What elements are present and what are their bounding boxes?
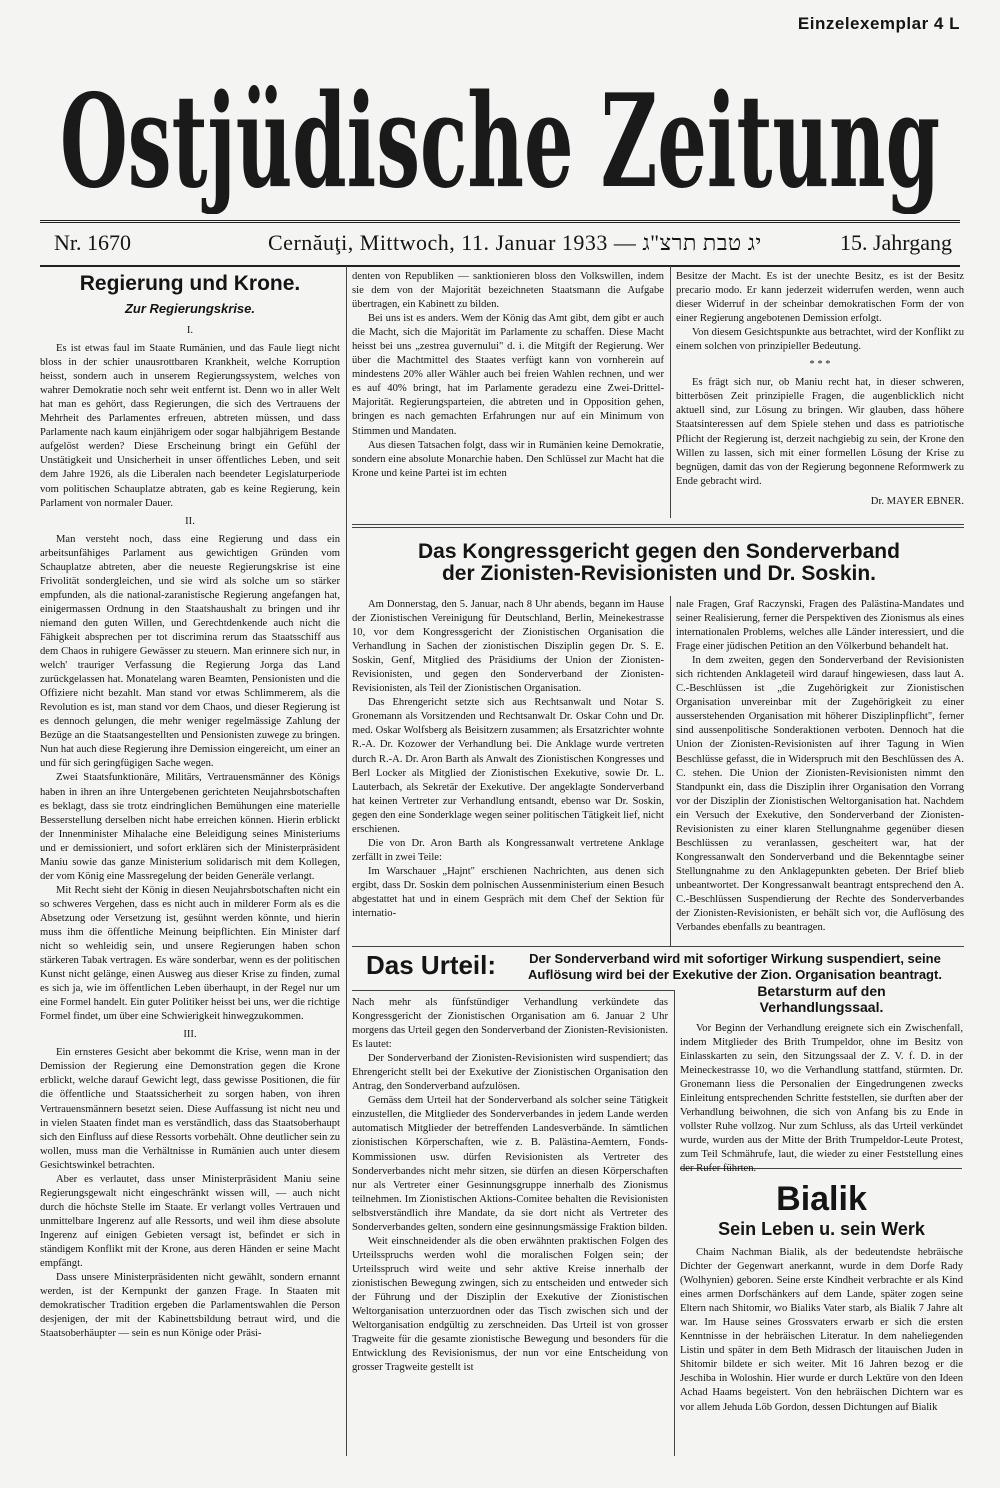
verdict-heading — [352, 948, 966, 988]
paragraph: Mit Recht sieht der König in diesen Neujahrsbotschaften nicht ein so schweres Vergehen, dass es nicht auch in milderer Form als es die Absetzung oder Versetzung ist, gesühnt werden könnte, und hierin muss ihm die öffentliche Meinung beipflichten. Ein Minister darf nicht so wehleidig sein, und unsere Regierungen haben schon stärkeren Tabak vertragen. Es wäre sonderbar, wenn es der politischen Kunst nicht gelänge, einen Ausweg aus dieser Krise zu finden, zumal es sich ja, wie im öffentlichen Leben überhaupt, in der Regel nur um eine Formel handelt. Ein guter Politiker heisst bei uns, wer die richtige Formel findet, um über eine Schwierigkeit hinwegzukommen. — [40, 884, 340, 1023]
paragraph: Dass unsere Ministerpräsidenten nicht gewählt, sondern ernannt werden, ist der Kernpunkt der ganzen Frage. In Staaten mit demokratischer Tradition ergeben die Parlamentswahlen die Person desjenigen, der mit der Kabinettsbildung betraut wird, und die Staatsoberhäupter — sein es nun Könige oder Präsi- — [40, 1272, 340, 1340]
paragraph: nale Fragen, Graf Raczynski, Fragen des Palästina-Mandates und seiner Realisierung, ferner die Perspektiven des Zionismus als eines internationalen Problems, welches alle Länder interessiert, und die Frage einer jüdischen Petition an den Völkerbund behandelt hat. — [676, 599, 965, 653]
headline-line: Das Kongressgericht gegen den Sonderverband — [418, 540, 900, 563]
paragraph: denten von Republiken — sanktionieren bloss den Volkswillen, indem sie dem von der Majorität bezeichneten Staatsmann die Aufgabe übertragen, ein Kabinett zu bilden. — [352, 271, 664, 311]
paragraph: Die von Dr. Aron Barth als Kongressanwalt vertretene Anklage zerfällt in zwei Teile: — [352, 837, 664, 863]
section-marker: I. — [186, 325, 194, 336]
bialik-title: Bialik — [776, 1180, 867, 1218]
headline-line: der Zionisten-Revisionisten und Dr. Soskin. — [441, 562, 877, 585]
subheading — [680, 983, 963, 1015]
paragraph: Der Sonderverband der Zionisten-Revisionisten wird suspendiert; das Ehrengericht stellt bei der Exekutive der Zionistischen Organisation den Antrag, den Sonderverband aufzulösen. — [352, 1053, 668, 1093]
paragraph: Zwei Staatsfunktionäre, Militärs, Vertrauensmänner des Königs haben in ihren an ihre Untergebenen gerichteten Neujahrsbotschaften es beklagt, dass sie trotz eindringlichen Bemühungen eine materielle Besserstellung derselben nicht habe erreichen können. Hierin erblickt der Innenminister Mihalache eine Beleidigung seines Ministeriums und er demissioniert, und sofort erklären sich der Ministerpräsident Maniu sowie das ganze Ministerium solidarisch mit dem Kollegen, der vom König eine Massregelung der beiden Generäle verlangt. — [40, 772, 340, 882]
issue-number: Nr. 1670 — [54, 230, 131, 255]
paragraph: Ein ernsteres Gesicht aber bekommt die Krise, wenn man in der Demission der Regierung eine Demonstration gegen die Krone erblickt, welche darauf Gewicht legt, dass gewisse Positionen, die für die öffentliche und Staatssicherheit zu sorgen haben, von ihren Vertrauensmännern besetzt seien. Diese Auffassung ist nicht neu und in vielen Staaten findet man es verständlich, dass das Staatsoberhaupt sich den Einfluss auf diese Ressorts vorbehält. Ohne deutlicher sein zu wollen, muss man die Verhältnisse in Rumänien auch unter diesem Gesichtswinkel betrachten. — [40, 1047, 340, 1171]
column-rule — [670, 596, 671, 946]
article-column — [676, 598, 964, 935]
article-column — [40, 320, 340, 1341]
paragraph: Man versteht noch, dass eine Regierung und dass ein arbeitsunfähiges Parlament aus gewichtigen Gründen vom Schauplatze abtreten, aber die neueste Regierungskrise ist eine Frivolität sondergleichen, und sie wird als solche um so stärker empfunden, als die national-zaranistische Regierung angefangen hat, einigermassen Ordnung in den Staatshaushalt zu bringen und ihr niemand den guten Willen, und Gerechtdenkende auch nicht die Fähigkeit absprechen per tot discrimina rerum das Staatsschiff aus dem Chaos in ruhigere Gewässer zu steuern. Man erinnere sich nur, in welch' trauriger Verfassung die Regierung Jorga das Land zurückgelassen hat. Monatelang waren Beamten, Pensionisten und die Offiziere nicht bezahlt. Man stand vor etwas Schlimmerem, als die Revolution es ist, man stand vor dem Chaos, und dieser Regierung ist es dennoch gelungen, die mehr weniger regelmässige Zahlung der Bezüge an die Staatsangestellten und Pensionisten zuwege zu bringen. Nun hat auch diese Regierung ihre Demission eingereicht, um einer an und für sich geringfügigen Sache wegen. — [40, 533, 340, 770]
bialik-subtitle: Sein Leben u. sein Werk — [718, 1219, 925, 1239]
article-column — [680, 1246, 963, 1415]
article-column — [352, 270, 664, 481]
section-rule — [352, 524, 964, 525]
verdict-subtitle-line: Auflösung wird bei der Exekutive der Zion. Organisation beantragt. — [528, 967, 942, 982]
issue-date: Cernăuţi, Mittwoch, 11. Januar 1933 — יג טבת תרצ"ג — [268, 230, 762, 255]
section-rule — [352, 990, 674, 991]
section-marker: * * * — [809, 359, 831, 371]
column-rule — [674, 990, 675, 1456]
paragraph: Chaim Nachman Bialik, als der bedeutendste hebräische Dichter der Gegenwart anerkannt, wurde in dem Dorfe Rady (Wolhynien) geboren. Seine erste Kindheit verbrachte er als Kind eines armen Dorfschänkers auf dem Lande, später zogen seine Eltern nach Shitomir, wo Bialiks Vater starb, als Bialik 7 Jahre alt war. Im Hause seines Grossvaters erwarb er sich die ersten Kenntnisse in der hebräischen Literatur. In dem naheliegenden Listin und später in dem Beth Midrasch der litauischen Juden in Shitomir bildete er sich weiter. Mit 16 Jahren bezog er die Jeschiba in Woloshin. Hier wurde er durch Lektüre von den Ideen Achad Haams begeistert. Von den hebräischen Dichtern war es vor allem Jehuda Löb Gordon, dessen Dichtungen auf Bialik — [680, 1247, 963, 1413]
dateline-bar — [40, 220, 960, 267]
article-column — [352, 996, 668, 1375]
paragraph: Aus diesen Tatsachen folgt, dass wir in Rumänien keine Demokratie, sondern eine absolute Monarchie haben. Den Schlüssel zur Macht hat die Krone und keine Partei ist im echten — [352, 439, 664, 479]
paragraph: Das Ehrengericht setzte sich aus Rechtsanwalt und Notar S. Gronemann als Vorsitzenden und Rechtsanwalt Dr. Oskar Cohn und Dr. med. Oskar Wolfsberg als Beisitzern zusammen; als Ersatzrichter wohnte R.-A. Dr. Kozower der Verhandlung bei. Die Anklage wurde vertreten durch R.-A. Dr. Aron Barth als Anwalt des Zionistischen Kongresses und Berl Locker als Mitglied der Zionistischen Exekutive, sowie Dr. L. Lauterbach, als Sekretär der Exekutive. Der angeklagte Sonderverband hat keinen Vertreter zur Verhandlung entsandt, ebenso war Dr. Soskin, gegen den eine Sonderklage wegen seiner politischen Tätigkeit lief, nicht erschienen. — [352, 697, 664, 835]
subheading-line: Verhandlungssaal. — [759, 999, 884, 1015]
subheading-line: Betarsturm auf den — [757, 983, 886, 999]
verdict-subtitle — [508, 951, 962, 983]
paragraph: Im Warschauer „Hajnt" erschienen Nachrichten, aus denen sich ergibt, dass Dr. Soskin dem polnischen Aussenministerium einen Besuch abgestattet hat und in einem Gespräch mit dem Chef der Sektion für internatio- — [352, 865, 664, 920]
masthead-title — [40, 36, 960, 214]
issue-volume: 15. Jahrgang — [839, 230, 952, 255]
paragraph: Am Donnerstag, den 5. Januar, nach 8 Uhr abends, begann im Hause der Zionistischen Vereinigung für Deutschland, Berlin, Meinekestrasse 10, vor dem Kongressgericht der Zionistischen Organisation die Verhandlung in Sachen der zionistischen Disziplin gegen Dr. S. E. Soskin, Genf, Mitglied des Präsidiums der Union der Zionisten-Revisionisten, und gegen den Sonderverband der Zionisten-Revisionisten, als Teil der Zionistischen Organisation. — [352, 599, 664, 695]
paragraph: In dem zweiten, gegen den Sonderverband der Revisionisten sich richtenden Anklageteil wird darauf hingewiesen, dass laut A. C.-Beschlüssen ist „die Zugehörigkeit zur Zionistischen Organisation unvereinbar mit der Zugehörigkeit zu einer ausserstehenden Organisation mit höherer Disziplinpflicht", ferner sind aussenpolitische Sonderaktionen verboten. Dennoch hat die Union der Zionisten-Revisionisten auf ihrer Tagung in Wien Beschlüsse gefasst, die in Widerspruch mit den Beschlüssen des A. C. stehen. Die Union der Zionisten-Revisionisten nimmt den Standpunkt ein, dass die Disziplin ihrer Organisation den Vorrang vor der Disziplin der Zionistischen Weltorganisation hat. Nachdem ein Versuch der Exekutive, den Sonderverband der Zionisten-Revisionisten zu einer klaren Stellungnahme gegenüber diesen Beschlüssen zu veranlassen, gescheitert war, hat der Kongressanwalt den Sonderverband und die Bekenntagbe seiner Stellungnahme zu den Anklagepunkten gebeten. Der Brief blieb unbeantwortet. Der Kongressanwalt beantragt entsprechend den A. C.-Beschlüssen Suspendierung der Rechte des Sonderverbandes der Zionisten-Revisionisten, er behält sich vor, die Auflösung des Verbandes ebenfalls zu beantragen. — [676, 655, 964, 934]
article-subtitle: Zur Regierungskrise. — [124, 301, 256, 316]
article-column — [352, 598, 664, 921]
paragraph: Von diesem Gesichtspunkte aus betrachtet, wird der Konflikt zu einem solchen von prinzipieller Bedeutung. — [676, 327, 964, 353]
article-signature: Dr. MAYER EBNER. — [870, 495, 964, 507]
paragraph: Besitze der Macht. Es ist der unechte Besitz, es ist der Besitz precario modo. Er kann jederzeit widerrufen werden, wenn auch dieser Widerruf in der scheinbar demokratischen Form der von einer Regierung angebotenen Demission erfolgt. — [676, 271, 964, 325]
paragraph: Weit einschneidender als die oben erwähnten praktischen Folgen des Urteilsspruchs werden wohl die moralischen Folgen sein; der Urteilsspruch wird weite und sehr aktive Kreise innerhalb der zionistischen Bewegung zwingen, sich zu entscheiden und entweder sich der Führung und der Disziplin der Exekutive der Zionistischen Weltorganisation unterzuordnen oder das Tisch zwischen sich und der Weltorganisation endgültig zu zerschneiden. Das Urteil ist von grosser Tragweite für die gesamte zionistische Bewegung und besonders für die Entwicklung des Revisionismus, der nun vor eine Entscheidung von grosser Tragweite gestellt ist — [352, 1235, 668, 1374]
masthead — [40, 36, 960, 214]
paragraph: Aber es verlautet, dass unser Ministerpräsident Maniu seine Regierungsgewalt nicht eingeschränkt wissen will, — auch nicht durch die höchste Stelle im Staate. Er verlangt volles Vertrauen und unmittelbare Ingerenz auf alle Ressorts, und weil ihm diese absolute Ingerenz auf einigen Gebieten versagt ist, befindet er sich in ständigem Konflikt mit der Krone, aus deren Händen er seine Macht empfängt. — [40, 1173, 340, 1270]
paragraph: Es ist etwas faul im Staate Rumänien, und das Faule liegt nicht bloss in der schier unausrottbaren Krankheit, welche Korruption heisst, sondern auch in unserem Regierungssystem, welches von wahrer Demokratie noch sehr weit entfernt ist. Denn wo in aller Welt hat man es gehört, dass Regierungen, die sich des Vertrauens der Mehrheit des Parlamentes erfreuen, abtreten müssen, und dass Parlamente nach kaum einjährigem oder sogar halbjährigem Bestande aufgelöst werden? Diese Erscheinung bringt ein Gefühl der Unstätigkeit und Unsicherheit in unser öffentliches Leben, und seit dem Jahre 1926, als die Liberalen nach beendeter Legislaturperiode vom politischen Schauplatze abtraten, gab es keine Regierung, kein Parlament von normaler Dauer. — [40, 343, 340, 509]
section-marker: III. — [183, 1029, 197, 1041]
paragraph: Nach mehr als fünfstündiger Verhandlung verkündete das Kongressgericht der Zionistischen Organisation am 6. Januar 2 Uhr morgens das Urteil gegen den Sonderverband der Zionisten-Revisionisten. Es lautet: — [352, 997, 668, 1051]
paragraph: Gemäss dem Urteil hat der Sonderverband als solcher seine Tätigkeit einzustellen, die Mitglieder des Sonderverbandes in jedem Lande werden automatisch Mitglieder der betreffenden Landesverbände. In sämtlichen zionistischen Körperschaften, wie z. B. Palästina-Aemtern, Fonds-Kommissionen usw. dürfen Revisionisten als Vertreter des Sonderverbandes nicht mehr sitzen, sie dürfen an diesen Körperschaften nur als Vertreter einer Gesinnungsgruppe innerhalb des Zionismus teilnehmen. Im Zionistischen Aktions-Comitee behalten die Revisionisten selbstverständlich ihre Mandate, da sie dort nicht als Vertreter des Sonderverbandes gelten, sondern eine gesinnungsmässige Fraktion bilden. — [352, 1095, 668, 1233]
section-marker: II. — [185, 515, 195, 527]
column-rule — [670, 266, 671, 518]
section-rule — [352, 527, 964, 528]
paragraph: Bei uns ist es anders. Wem der König das Amt gibt, dem gibt er auch die Macht, sich die Majorität im Parlamente zu schaffen. Diese Macht heisst bei uns „zestrea guvernului" d. i. die Mitgift der Regierung. Wer über die Machtmittel des Staates verfügt kann von vornherein auf mindestens 20% aller Wähler auch bei freien Wahlen rechnen, und wer es auf 40% bringt, hat im Parlamente geradezu eine Zwei-Drittel-Majorität. Regierungsparteien, die abtreten und in Opposition gehen, bringen es nach gemachten Erfahrungen nur auf ein Minimum von Stimmen und Mandaten. — [352, 313, 664, 437]
price-label: Einzelexemplar 4 L — [797, 14, 960, 33]
paragraph: Es frägt sich nur, ob Maniu recht hat, in dieser schweren, bitterbösen Zeit prinzipielle Fragen, die augenblicklich nicht aktuell sind, zur Lösung zu bringen. Wir glauben, dass höhere Staatsinteressen auf dem Spiele stehen und dass es patriotische Pflicht der Regierung ist, derzeit nachgiebig zu sein, der Krone den Willen zu lassen, sich mit einer formellen Lösung der Krise zu begnügen, damit das von der Regierung begonnene Reformwerk zu Ende gebracht wird. — [676, 377, 964, 487]
article-column — [680, 1022, 963, 1177]
section-rule — [352, 946, 964, 947]
masthead-title-text: Ostjüdische Zeitung — [60, 67, 940, 214]
bialik-heading — [680, 1180, 963, 1240]
article-headline — [352, 541, 966, 585]
article-column — [676, 270, 964, 509]
column-rule — [346, 266, 347, 1456]
paragraph: Vor Beginn der Verhandlung ereignete sich ein Zwischenfall, indem Mitglieder des Brith Trumpeldor, ohne im Besitz von Einlasskarten zu sein, den Sitzungssaal der Z. V. f. D. in der Meineckestrasse 10, wo die Verhandlung stattfand, stürmten. Dr. Gronemann liess die Personalien der Eingedrungenen zwecks Einleitung entsprechenden Schritte feststellen, sie durften aber der Verhandlung beiwohnen, die sich von Anfang bis zu Ende in vollster Ruhe vollzog. Nur zum Schluss, als das Urteil verkündet wurde, wurden aus der Mitte der Brith Trumpeldor-Leute Protest, zum Teil Schmährufe, laut, die wieder zu einer Feststellung eines der Rufer führten. — [680, 1023, 963, 1175]
article-title: Regierung und Krone. — [79, 272, 301, 295]
verdict-title: Das Urteil: — [366, 950, 497, 980]
verdict-subtitle-line: Der Sonderverband wird mit sofortiger Wirkung suspendiert, seine — [529, 951, 941, 966]
